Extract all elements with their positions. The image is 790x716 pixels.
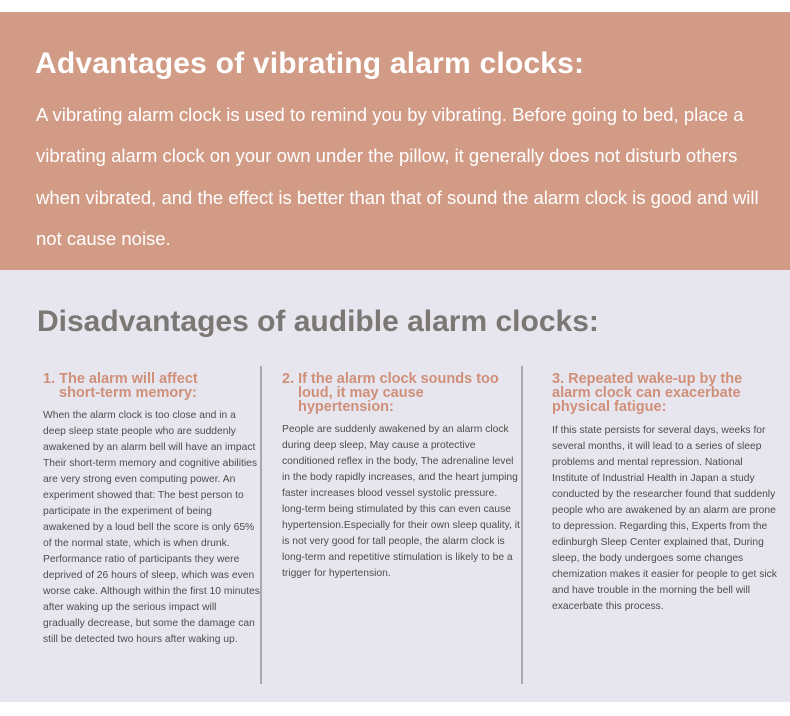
column-heading-line: 3. Repeated wake-up by the: [552, 371, 743, 387]
column-divider: [260, 366, 262, 684]
column-physical-fatigue: [552, 372, 780, 615]
column-heading: [552, 372, 780, 414]
disadvantages-title: Disadvantages of audible alarm clocks:: [37, 305, 599, 338]
column-heading: [282, 372, 520, 414]
top-margin: [0, 0, 790, 12]
column-heading-line: loud, it may cause hypertension:: [298, 385, 424, 415]
column-heading-line: 2. If the alarm clock sounds too: [282, 371, 499, 387]
column-body: When the alarm clock is too close and in a deep sleep state people who are suddenly awakened by an alarm bell will have an impact Their short-term memory and cognitive abilities are very strong even computing power. An experiment showed that: The best person to participate in the experiment of being awakened by a loud bell the score is only 65% of the normal state, which is when drunk. Performance ratio of participants they were deprived of 26 hours of sleep, which was even worse cake. Although within the first 10 minutes after waking up the serious impact will gradually decrease, but some the damage can still be detected two hours after waking up.: [43, 410, 260, 645]
column-divider: [521, 366, 523, 684]
disadvantages-section: [0, 270, 790, 702]
column-heading-line: physical fatigue:: [552, 399, 667, 415]
column-heading: [43, 372, 261, 400]
column-heading-line: 1. The alarm will affect: [43, 371, 198, 387]
advantages-section: [0, 12, 790, 270]
advantages-title: Advantages of vibrating alarm clocks:: [35, 47, 585, 80]
advantages-body: A vibrating alarm clock is used to remind you by vibrating. Before going to bed, place a vibrating alarm clock on your own under the pillow, it generally does not disturb others when vibrated, and the effect is better than that of sound the alarm clock is good and will not cause noise.: [36, 104, 759, 249]
column-body: If this state persists for several days, weeks for several months, it will lead to a series of sleep problems and mental repression. National Institute of Industrial Health in Japan a study conducted by the researcher found that suddenly people who are awakened by an alarm are prone to depression. Regarding this, Experts from the edinburgh Sleep Center explained that, During sleep, the body undergoes some changes chemization makes it easier for people to get sick and have trouble in the morning the bell will exacerbate this process.: [552, 425, 777, 612]
column-body: People are suddenly awakened by an alarm clock during deep sleep, May cause a protective conditioned reflex in the body, The adrenaline level in the body rapidly increases, and the heart jumping faster increases blood vessel systolic pressure. long-term being stimulated by this can even cause hypertension.Especially for their own sleep quality, it is not very good for tall people, the alarm clock is long-term and repetitive stimulation is likely to be a trigger for hypertension.: [282, 424, 520, 579]
bottom-margin: [0, 702, 790, 716]
column-heading-line: short-term memory:: [59, 385, 197, 401]
column-heading-line: alarm clock can exacerbate: [552, 385, 741, 401]
column-hypertension: [282, 372, 520, 582]
column-short-term-memory: [43, 372, 261, 648]
